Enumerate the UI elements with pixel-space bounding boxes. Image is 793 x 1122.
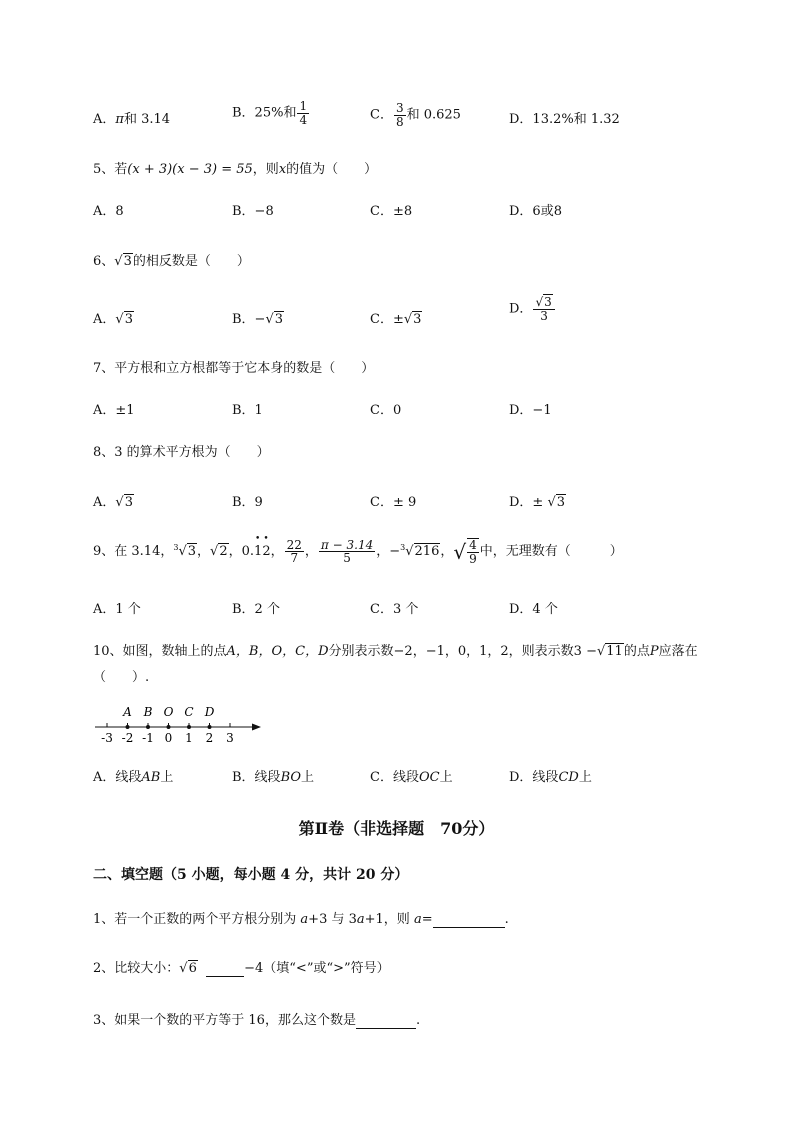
q7-option-a[interactable]: A．±1 <box>93 403 135 418</box>
numerator: π − 3.14 <box>320 537 374 552</box>
cube-root: √216 <box>405 544 440 560</box>
q5-option-b[interactable]: B．−8 <box>232 204 274 219</box>
separator: ， <box>228 544 242 560</box>
separator: ， <box>304 544 318 560</box>
section-heading: 二、填空题（5 小题，每小题 4 分，共计 20 分） <box>93 867 409 883</box>
variable-a: a <box>300 912 309 927</box>
option-text: 上 <box>160 770 174 785</box>
q10-text: 的点 <box>623 644 650 659</box>
q6-option-c[interactable] <box>370 308 422 327</box>
denominator: 8 <box>395 114 404 129</box>
axis-tick-label: 1 <box>185 731 193 745</box>
numerator: 4 <box>469 538 477 552</box>
sqrt-expression: √6 <box>179 961 197 976</box>
axis-point <box>146 725 150 729</box>
option-label: A． <box>93 112 116 127</box>
axis-tick-label: -1 <box>142 731 154 745</box>
variable-a: a <box>413 912 422 927</box>
option-label: D． <box>509 301 533 317</box>
f3-text: . <box>415 1013 421 1028</box>
q6-option-b[interactable] <box>232 308 284 327</box>
sqrt-expression: √2 <box>210 544 228 560</box>
separator: ， <box>440 544 454 560</box>
f1-text: +1，则 <box>364 912 414 927</box>
q10-stem-line2: （ ）. <box>93 670 150 685</box>
minus-sign: − <box>389 544 401 560</box>
q10-expression: 3 − <box>573 644 597 659</box>
q7-option-c[interactable]: C．0 <box>370 403 402 418</box>
radicand: 2 <box>219 544 228 560</box>
variable-a: a <box>356 912 365 927</box>
segment-name: AB <box>141 770 161 785</box>
fraction <box>394 102 406 128</box>
q10-points: A，B，O，C，D <box>226 644 329 659</box>
q6-prefix: 6、 <box>93 254 115 269</box>
radicand: 3 <box>274 312 284 327</box>
q10-stem <box>93 640 698 659</box>
sqrt-expression: √3 <box>114 254 132 269</box>
q9-option-b[interactable]: B．2 个 <box>232 602 280 617</box>
q9-option-c[interactable]: C．3 个 <box>370 602 419 617</box>
q4-option-b[interactable] <box>232 100 310 126</box>
axis-tick-labels <box>101 731 234 745</box>
radicand: 3 <box>124 312 133 327</box>
fraction <box>533 296 554 322</box>
q6-suffix: 的相反数是（ ） <box>132 254 250 269</box>
radical-sign: √ <box>453 539 467 564</box>
fill-question-3 <box>93 1009 420 1029</box>
radicand: 216 <box>414 544 440 560</box>
radicand: 3 <box>413 312 422 327</box>
axis-point <box>208 725 212 729</box>
fraction <box>467 538 479 565</box>
answer-blank[interactable] <box>433 912 505 928</box>
point-p: P <box>649 644 659 659</box>
fraction <box>297 100 309 126</box>
q7-option-b[interactable]: B．1 <box>232 403 263 418</box>
radicand: 3 <box>556 495 566 510</box>
axis-point-label: A <box>123 705 132 719</box>
q10-text: 应落在 <box>658 644 698 659</box>
root-index: 3 <box>173 542 179 552</box>
root-index: 3 <box>400 542 406 552</box>
fraction <box>319 539 375 565</box>
sqrt-expression: √3 <box>115 312 133 327</box>
segment-name: CD <box>558 770 579 785</box>
q8-option-b[interactable]: B．9 <box>232 495 263 510</box>
f3-text: 3、如果一个数的平方等于 16，那么这个数是 <box>93 1013 356 1028</box>
axis-point-label: O <box>163 705 174 719</box>
q7-stem: 7、平方根和立方根都等于它本身的数是（ ） <box>93 361 375 376</box>
sqrt-expression: √3 <box>403 312 422 327</box>
number-line-figure <box>93 700 273 746</box>
axis-tick-label: 2 <box>205 731 214 745</box>
option-text: 和 3.14 <box>123 112 171 127</box>
axis-point <box>187 725 191 729</box>
q5-prefix: 5、若 <box>93 162 128 177</box>
option-text: A．线段 <box>93 770 142 785</box>
fill-question-1 <box>93 908 509 928</box>
q10-option-d[interactable] <box>509 766 592 785</box>
radicand: 11 <box>606 644 623 659</box>
q8-stem: 8、3 的算术平方根为（ ） <box>93 445 270 460</box>
axis-arrow-icon <box>252 724 261 731</box>
axis-tick-label: 3 <box>226 731 234 745</box>
f1-text: 1、若一个正数的两个平方根分别为 <box>93 912 301 927</box>
answer-blank[interactable] <box>356 1013 416 1029</box>
fill-question-2 <box>93 957 390 977</box>
radicand: 3 <box>123 254 132 269</box>
denominator: 9 <box>469 551 477 566</box>
q9-prefix: 9、在 3.14， <box>93 544 174 560</box>
separator: ， <box>376 544 390 560</box>
q5-variable: x <box>278 162 287 177</box>
q9-option-a[interactable]: A．1 个 <box>93 602 141 617</box>
denominator: 5 <box>343 551 351 566</box>
denominator: 3 <box>540 308 548 323</box>
fraction <box>285 539 304 565</box>
option-label: A． <box>93 495 116 510</box>
sqrt-expression: √3 <box>265 312 284 327</box>
cube-root: √3 <box>178 544 197 560</box>
axis-point-labels <box>122 705 215 719</box>
q8-option-a[interactable] <box>93 491 134 510</box>
q5-option-c[interactable]: C．±8 <box>370 204 413 219</box>
q5-option-a[interactable]: A．8 <box>93 204 124 219</box>
denominator: 7 <box>290 551 299 566</box>
f1-text: = <box>421 912 433 927</box>
q7-option-d[interactable]: D．−1 <box>509 403 552 418</box>
option-label: B．25%和 <box>232 105 297 121</box>
axis-tick-label: 0 <box>164 731 173 745</box>
axis-point <box>167 725 171 729</box>
numerator: 1 <box>299 99 308 113</box>
numerator: 3 <box>395 101 404 115</box>
numerator: 22 <box>286 537 302 552</box>
q10-text: 10、如图，数轴上的点 <box>93 644 227 659</box>
q5-option-d[interactable]: D．6或8 <box>509 204 562 219</box>
option-label: D．± <box>509 495 548 510</box>
part2-title: 第Ⅱ卷（非选择题 70分） <box>298 819 495 838</box>
f2-text: −4（填“<”或“>”符号） <box>244 961 390 976</box>
q6-stem <box>93 250 250 269</box>
axis-point-label: C <box>184 705 194 719</box>
option-label: C．± <box>370 312 404 327</box>
q10-text: 分别表示数−2，−1，0，1，2，则表示数 <box>328 644 574 659</box>
axis-tick-label: -2 <box>121 731 134 745</box>
option-label: C． <box>370 107 393 123</box>
q9-option-d[interactable]: D．4 个 <box>509 602 558 617</box>
answer-blank[interactable] <box>206 961 244 977</box>
q6-option-a[interactable] <box>93 308 134 327</box>
q8-option-d[interactable] <box>509 491 566 510</box>
q4-option-a[interactable] <box>93 108 170 127</box>
decimal-integer: 0. <box>241 544 255 560</box>
separator: ， <box>270 544 284 560</box>
f1-text: +3 与 3 <box>308 912 357 927</box>
option-text: 上 <box>578 770 592 785</box>
numerator: √3 <box>533 296 554 310</box>
q10-option-b[interactable] <box>232 766 314 785</box>
q8-option-c[interactable]: C．± 9 <box>370 495 417 510</box>
option-text: 上 <box>439 770 453 785</box>
axis-point <box>126 725 130 729</box>
pi-symbol: π <box>115 112 124 127</box>
radicand: 3 <box>124 495 133 510</box>
q5-suffix: 的值为（ ） <box>286 162 378 177</box>
q10-option-a[interactable] <box>93 766 173 785</box>
f2-text: 2、比较大小： <box>93 961 180 976</box>
q5-text: ，则 <box>252 162 279 177</box>
segment-name: OC <box>418 770 440 785</box>
axis-point-label: B <box>143 705 153 719</box>
q5-equation: (x + 3)(x − 3) = 55 <box>127 162 253 177</box>
q4-option-c[interactable] <box>370 102 461 128</box>
option-text: C．线段 <box>370 770 419 785</box>
q10-option-c[interactable] <box>370 766 453 785</box>
sqrt-expression: √11 <box>596 644 623 659</box>
denominator: 4 <box>299 112 308 127</box>
option-text: B．线段 <box>232 770 281 785</box>
q5-stem <box>93 158 377 177</box>
option-label: B．− <box>232 312 266 327</box>
q6-option-d[interactable] <box>509 296 556 322</box>
q9-suffix: 中，无理数有（ ） <box>479 544 623 560</box>
option-text: 上 <box>301 770 315 785</box>
separator: ， <box>197 544 211 560</box>
axis-tick-label: -3 <box>101 731 113 745</box>
option-label: A． <box>93 312 116 327</box>
radicand: 3 <box>544 295 552 309</box>
axis-point-label: D <box>204 705 215 719</box>
repeating-digit: • 1 <box>254 544 262 559</box>
segment-name: BO <box>280 770 302 785</box>
q9-stem <box>93 538 623 565</box>
q4-option-d[interactable]: D．13.2%和 1.32 <box>509 112 620 127</box>
option-text: 和 0.625 <box>406 107 461 123</box>
sqrt-expression: √3 <box>115 495 133 510</box>
radicand: 6 <box>188 961 197 976</box>
repeating-digit: • 2 <box>262 544 270 559</box>
sqrt-expression: √3 <box>547 495 566 510</box>
f1-text: . <box>504 912 509 927</box>
option-text: D．线段 <box>509 770 559 785</box>
radicand: 3 <box>187 544 197 560</box>
